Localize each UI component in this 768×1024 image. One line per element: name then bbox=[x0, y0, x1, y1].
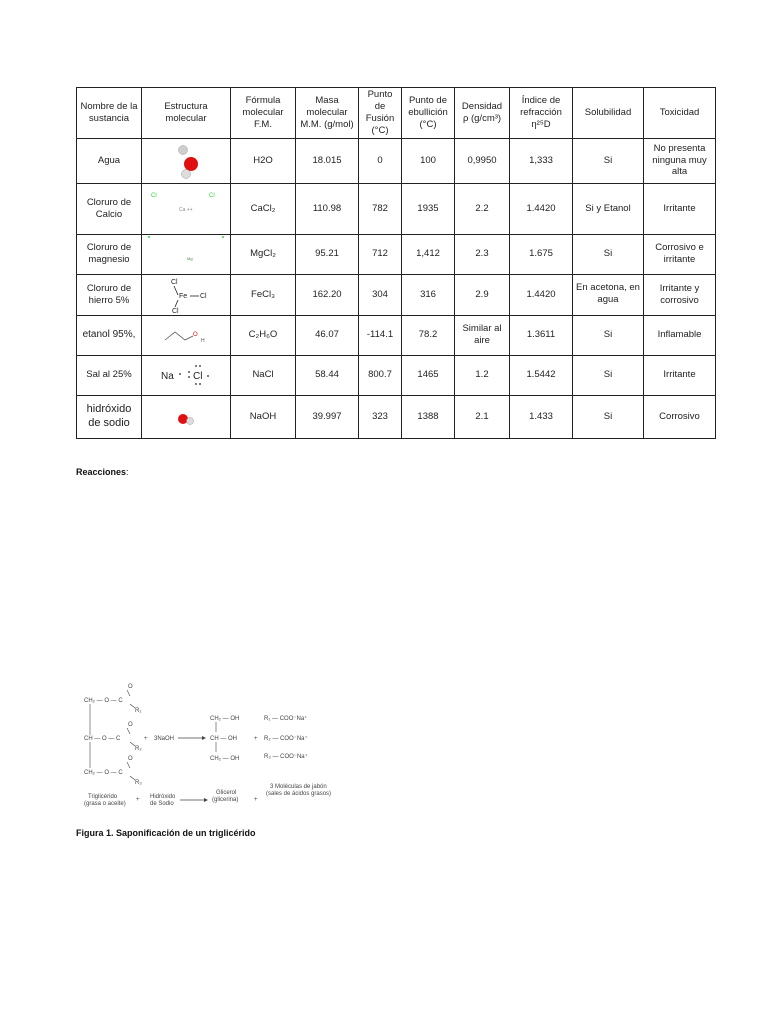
struct-label: O bbox=[193, 332, 198, 338]
figure-caption: Figura 1. Saponificación de un triglicérido bbox=[76, 828, 256, 838]
struct-label: Cl bbox=[193, 371, 203, 382]
cell-density: 2.2 bbox=[455, 183, 510, 234]
cell-name: Cloruro de Calcio bbox=[77, 183, 142, 234]
fig-plus-2: + bbox=[254, 736, 258, 742]
cell-refraction: 1,333 bbox=[510, 138, 573, 183]
cell-fusion: 0 bbox=[359, 138, 402, 183]
struct-label: Cl bbox=[200, 292, 207, 300]
struct-label: Cl bbox=[151, 192, 157, 199]
cell-boiling: 316 bbox=[402, 274, 455, 315]
iron-chloride-structure-icon bbox=[142, 274, 231, 315]
magnesium-chloride-diagram-icon bbox=[142, 234, 231, 274]
cell-toxicity: No presenta ninguna muy alta bbox=[644, 138, 716, 183]
cell-solubility: Si bbox=[573, 315, 644, 355]
cell-density: 1.2 bbox=[455, 355, 510, 395]
fig-soap-r2: R₂ — COO⁻Na⁺ bbox=[264, 736, 308, 742]
table-row bbox=[77, 274, 716, 315]
cell-mass: 162.20 bbox=[296, 274, 359, 315]
fig-label-glicerol-sub: (glicerina) bbox=[212, 797, 239, 803]
struct-label: Fe bbox=[179, 292, 188, 300]
cell-formula: NaCl bbox=[231, 355, 296, 395]
fig-label-trigliceride: Triglicérido bbox=[88, 794, 118, 800]
fig-r2: R₂ bbox=[135, 746, 142, 752]
cell-formula: NaOH bbox=[231, 395, 296, 438]
struct-label: H bbox=[201, 338, 205, 344]
fig-plus-1: + bbox=[144, 736, 148, 742]
fig-label-glicerol: Glicerol bbox=[216, 790, 237, 796]
cell-fusion: 782 bbox=[359, 183, 402, 234]
cell-name: etanol 95%, bbox=[77, 315, 142, 355]
cell-boiling: 1935 bbox=[402, 183, 455, 234]
fig-o-mid: O bbox=[128, 722, 133, 728]
fig-ch2o-bottom: CH₂ — O — C bbox=[84, 770, 123, 776]
cell-formula: CaCl₂ bbox=[231, 183, 296, 234]
cell-toxicity: Irritante bbox=[644, 355, 716, 395]
cell-name: hidróxido de sodio bbox=[77, 395, 142, 438]
fig-cho: CH — O — C bbox=[84, 736, 121, 742]
cell-toxicity: Inflamable bbox=[644, 315, 716, 355]
cell-boiling: 1465 bbox=[402, 355, 455, 395]
table-row bbox=[77, 355, 716, 395]
cell-fusion: 800.7 bbox=[359, 355, 402, 395]
cell-mass: 46.07 bbox=[296, 315, 359, 355]
cell-fusion: 712 bbox=[359, 234, 402, 274]
cell-formula: C₂H₆O bbox=[231, 315, 296, 355]
cell-formula: FeCl₃ bbox=[231, 274, 296, 315]
cell-refraction: 1.433 bbox=[510, 395, 573, 438]
fig-label-hidroxido-sub: de Sodio bbox=[150, 801, 174, 807]
cell-mass: 18.015 bbox=[296, 138, 359, 183]
cell-solubility: Si bbox=[573, 234, 644, 274]
cell-mass: 110.98 bbox=[296, 183, 359, 234]
struct-label: Cl bbox=[171, 278, 178, 286]
table-row bbox=[77, 395, 716, 438]
fig-o-top: O bbox=[128, 684, 133, 690]
fig-label-jabon: 3 Moléculas de jabón bbox=[270, 784, 327, 790]
table-row bbox=[77, 138, 716, 183]
cell-solubility: En acetona, en agua bbox=[573, 274, 644, 315]
header-refraction: Índice de refracción η²⁵D bbox=[510, 88, 573, 139]
fig-soap-r1: R₁ — COO⁻Na⁺ bbox=[264, 716, 308, 722]
properties-table bbox=[76, 87, 716, 439]
cell-refraction: 1.4420 bbox=[510, 274, 573, 315]
fig-label-trigliceride-sub: (grasa o aceite) bbox=[84, 801, 126, 807]
cell-name: Cloruro de hierro 5% bbox=[77, 274, 142, 315]
cell-boiling: 1,412 bbox=[402, 234, 455, 274]
reactions-colon: : bbox=[126, 467, 129, 477]
cell-fusion: -114.1 bbox=[359, 315, 402, 355]
cell-name: Cloruro de magnesio bbox=[77, 234, 142, 274]
header-boiling: Punto de ebullición (°C) bbox=[402, 88, 455, 139]
sodium-hydroxide-3d-model-icon bbox=[142, 395, 231, 438]
fig-naoh: 3NaOH bbox=[154, 736, 175, 742]
cell-solubility: Si y Etanol bbox=[573, 183, 644, 234]
cell-density: 0,9950 bbox=[455, 138, 510, 183]
fig-r3: R₃ bbox=[135, 780, 142, 786]
cell-boiling: 1388 bbox=[402, 395, 455, 438]
struct-label: Cl bbox=[209, 192, 215, 199]
fig-ch2o-top: CH₂ — O — C bbox=[84, 698, 123, 704]
calcium-chloride-diagram-icon bbox=[142, 183, 231, 234]
header-solubility: Solubilidad bbox=[573, 88, 644, 139]
fig-ch2oh-top: CH₂ — OH bbox=[210, 716, 240, 722]
table-row bbox=[77, 234, 716, 274]
cell-mass: 95.21 bbox=[296, 234, 359, 274]
fig-choh: CH — OH bbox=[210, 736, 237, 742]
fig-label-hidroxido: Hidróxido bbox=[150, 794, 176, 800]
cell-refraction: 1.675 bbox=[510, 234, 573, 274]
cell-mass: 39.997 bbox=[296, 395, 359, 438]
reactions-heading bbox=[76, 467, 129, 477]
cell-mass: 58.44 bbox=[296, 355, 359, 395]
cell-toxicity: Irritante y corrosivo bbox=[644, 274, 716, 315]
cell-name: Agua bbox=[77, 138, 142, 183]
header-formula: Fórmula molecular F.M. bbox=[231, 88, 296, 139]
fig-soap-r3: R₃ — COO⁻Na⁺ bbox=[264, 754, 308, 760]
cell-refraction: 1.3611 bbox=[510, 315, 573, 355]
header-density: Densidad ρ (g/cm³) bbox=[455, 88, 510, 139]
water-3d-model-icon bbox=[142, 138, 231, 183]
header-fusion: Punto de Fusión (°C) bbox=[359, 88, 402, 139]
fig-label-jabon-sub: (sales de ácidos grasos) bbox=[266, 791, 332, 797]
cell-formula: MgCl₂ bbox=[231, 234, 296, 274]
fig-plus-4: + bbox=[254, 797, 258, 803]
cell-toxicity: Corrosivo e irritante bbox=[644, 234, 716, 274]
fig-plus-3: + bbox=[136, 797, 140, 803]
table-row bbox=[77, 315, 716, 355]
struct-label: Ca ++ bbox=[179, 206, 193, 213]
saponification-reaction-diagram bbox=[80, 680, 350, 815]
cell-fusion: 304 bbox=[359, 274, 402, 315]
cell-solubility: Si bbox=[573, 395, 644, 438]
cell-refraction: 1.5442 bbox=[510, 355, 573, 395]
struct-label: Cl bbox=[172, 307, 179, 314]
struct-label: Mg bbox=[187, 256, 193, 261]
cell-toxicity: Irritante bbox=[644, 183, 716, 234]
cell-density: Similar al aire bbox=[455, 315, 510, 355]
table-header-row bbox=[77, 88, 716, 139]
header-mass: Masa molecular M.M. (g/mol) bbox=[296, 88, 359, 139]
ethanol-skeletal-icon bbox=[142, 315, 231, 355]
table-row bbox=[77, 183, 716, 234]
cell-formula: H2O bbox=[231, 138, 296, 183]
reactions-label: Reacciones bbox=[76, 467, 127, 477]
header-name: Nombre de la sustancia bbox=[77, 88, 142, 139]
cell-boiling: 78.2 bbox=[402, 315, 455, 355]
cell-solubility: Si bbox=[573, 138, 644, 183]
cell-refraction: 1.4420 bbox=[510, 183, 573, 234]
fig-ch2oh-bottom: CH₂ — OH bbox=[210, 756, 240, 762]
sodium-chloride-lewis-icon bbox=[142, 355, 231, 395]
cell-toxicity: Corrosivo bbox=[644, 395, 716, 438]
cell-density: 2.3 bbox=[455, 234, 510, 274]
fig-o-bottom: O bbox=[128, 756, 133, 762]
cell-solubility: Si bbox=[573, 355, 644, 395]
cell-density: 2.1 bbox=[455, 395, 510, 438]
cell-fusion: 323 bbox=[359, 395, 402, 438]
cell-density: 2.9 bbox=[455, 274, 510, 315]
fig-r1: R₁ bbox=[135, 708, 142, 714]
cell-boiling: 100 bbox=[402, 138, 455, 183]
header-toxicity: Toxicidad bbox=[644, 88, 716, 139]
struct-label: Na bbox=[161, 371, 174, 382]
header-structure: Estructura molecular bbox=[142, 88, 231, 139]
cell-name: Sal al 25% bbox=[77, 355, 142, 395]
